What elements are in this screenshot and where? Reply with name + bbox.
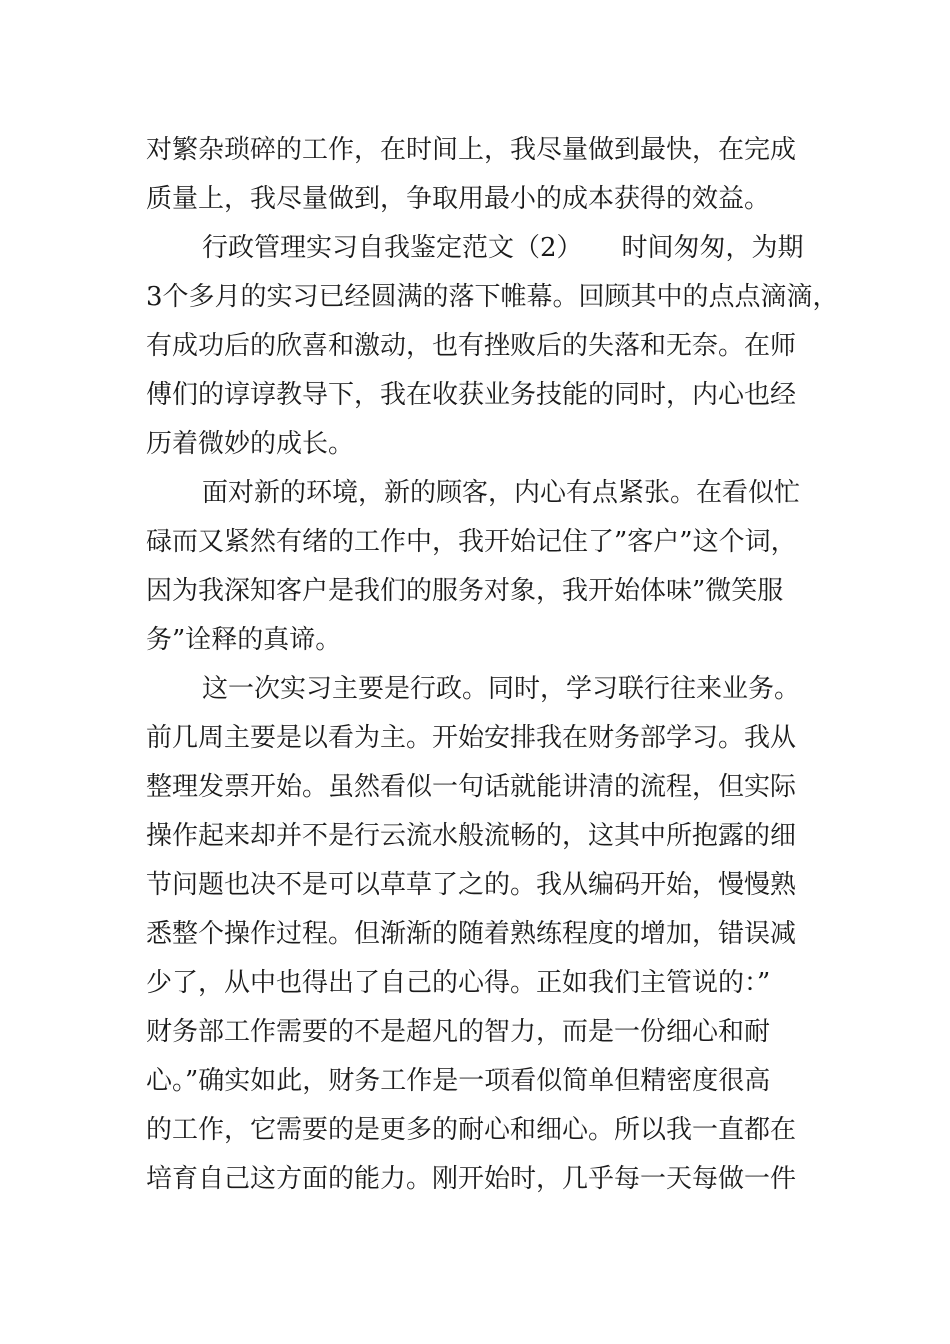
text-line: 3个多月的实习已经圆满的落下帷幕。回顾其中的点点滴滴，	[146, 282, 839, 312]
text-line: 碌而又紧然有绪的工作中，我开始记住了”客户”这个词，	[146, 527, 797, 557]
text-line: 务”诠释的真谛。	[146, 625, 342, 655]
text-line: 悉整个操作过程。但渐渐的随着熟练程度的增加，错误减	[146, 919, 797, 949]
text-line: 培育自己这方面的能力。刚开始时，几乎每一天每做一件	[146, 1164, 797, 1194]
text-line: 傅们的谆谆教导下，我在收获业务技能的同时，内心也经	[146, 380, 797, 410]
text-line: 的工作，它需要的是更多的耐心和细心。所以我一直都在	[146, 1115, 797, 1145]
text-line: 节问题也决不是可以草草了之的。我从编码开始，慢慢熟	[146, 870, 797, 900]
text-line: 行政管理实习自我鉴定范文（2） 时间匆匆，为期	[202, 233, 804, 263]
text-line: 因为我深知客户是我们的服务对象，我开始体味”微笑服	[146, 576, 784, 606]
text-line: 面对新的环境，新的顾客，内心有点紧张。在看似忙	[202, 478, 801, 508]
text-line: 历着微妙的成长。	[146, 429, 355, 459]
text-line: 财务部工作需要的不是超凡的智力，而是一份细心和耐	[146, 1017, 771, 1047]
text-line: 对繁杂琐碎的工作，在时间上，我尽量做到最快，在完成	[146, 135, 797, 165]
text-line: 操作起来却并不是行云流水般流畅的，这其中所抱露的细	[146, 821, 797, 851]
text-line: 质量上，我尽量做到，争取用最小的成本获得的效益。	[146, 184, 771, 214]
text-line: 前几周主要是以看为主。开始安排我在财务部学习。我从	[146, 723, 797, 753]
text-line: 整理发票开始。虽然看似一句话就能讲清的流程，但实际	[146, 772, 797, 802]
text-line: 这一次实习主要是行政。同时，学习联行往来业务。	[202, 674, 801, 704]
document-body	[146, 126, 839, 1204]
text-line: 有成功后的欣喜和激动，也有挫败后的失落和无奈。在师	[146, 331, 797, 361]
text-line: 心。”确实如此，财务工作是一项看似简单但精密度很高	[146, 1066, 771, 1096]
text-line: 少了，从中也得出了自己的心得。正如我们主管说的：”	[146, 968, 771, 998]
